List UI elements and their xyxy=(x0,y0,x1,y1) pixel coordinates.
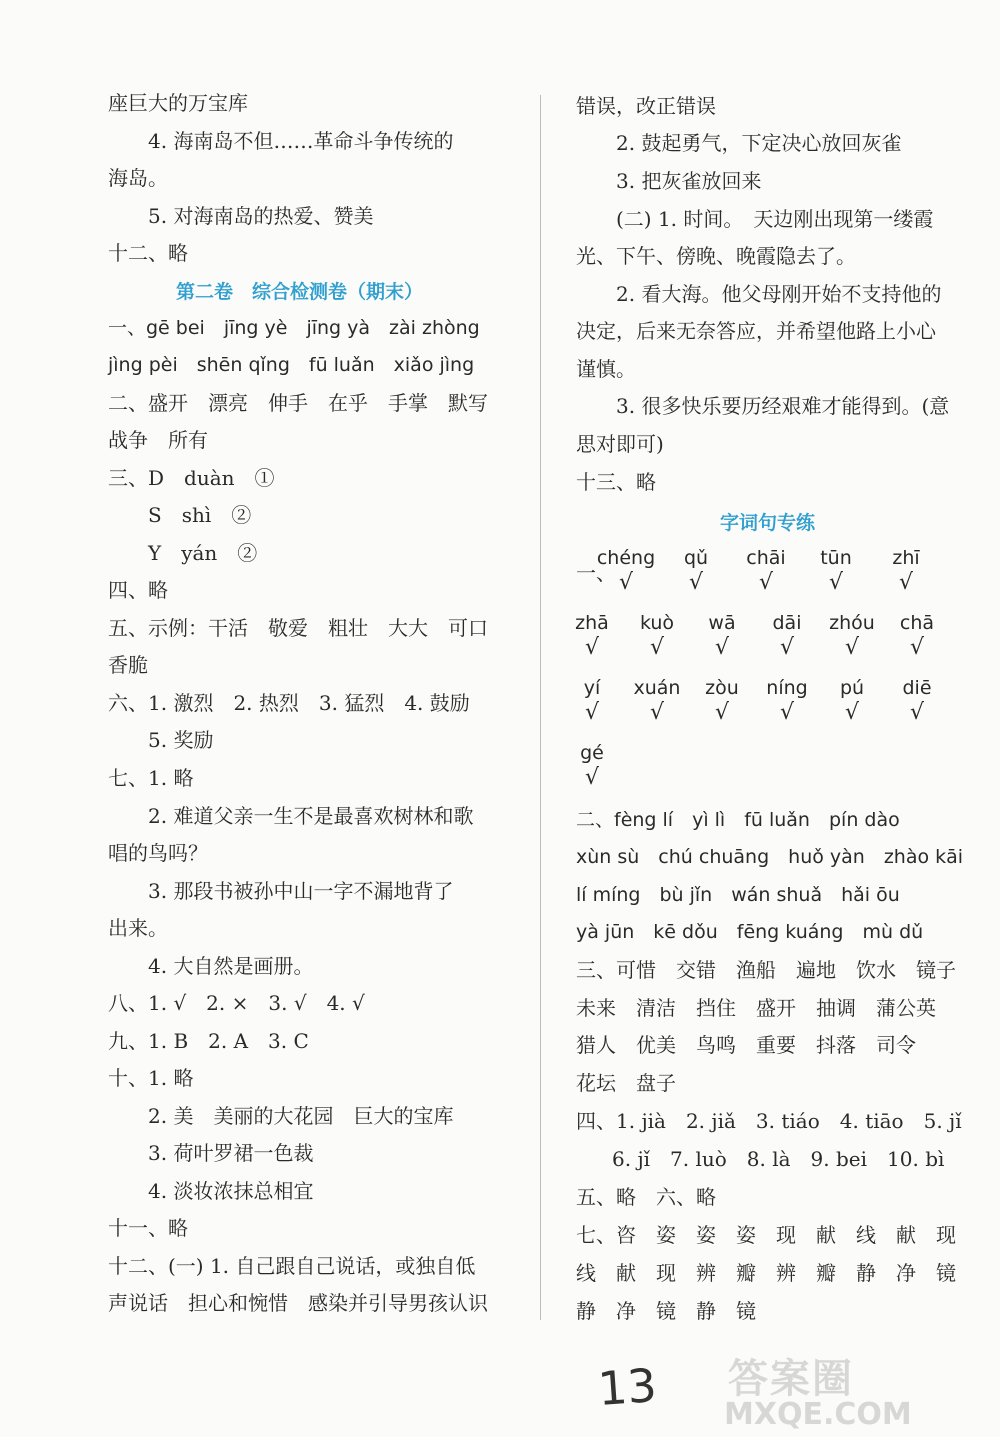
answer-line: 座巨大的万宝库 xyxy=(108,91,248,115)
pinyin-check-cell xyxy=(757,676,817,726)
watermark-url: MXQE.COM xyxy=(724,1397,912,1432)
answer-line: 思对即可) xyxy=(576,432,664,456)
answer-line: 谨慎。 xyxy=(576,357,636,381)
pinyin-text: kuò xyxy=(639,612,675,634)
answer-line: 2. 看大海。他父母刚开始不支持他的 xyxy=(616,282,942,306)
pinyin-text: zòu xyxy=(705,677,739,699)
check-mark: √ xyxy=(779,700,795,725)
answer-line: Y yán ② xyxy=(148,541,258,565)
answer-line: 2. 难道父亲一生不是最喜欢树林和歌 xyxy=(148,804,474,828)
answer-line: lí míng bù jǐn wán shuǎ hǎi ōu xyxy=(576,884,900,906)
check-mark: √ xyxy=(714,700,730,725)
check-mark: √ xyxy=(909,700,925,725)
answer-line: 十一、略 xyxy=(108,1216,188,1240)
pinyin-check-cell xyxy=(562,741,622,791)
check-mark: √ xyxy=(898,570,914,595)
pinyin-check-cell xyxy=(822,611,882,661)
pinyin-text: zhī xyxy=(892,547,920,569)
answer-line: 九、1. B 2. A 3. C xyxy=(108,1029,309,1053)
pinyin-text: gé xyxy=(580,742,604,764)
answer-line: 五、示例：干活 敬爱 粗壮 大大 可口 xyxy=(108,616,488,640)
answer-line: 三、D duàn ① xyxy=(108,466,275,490)
answer-line: 七、1. 略 xyxy=(108,766,194,790)
answer-line: yà jūn kē dǒu fēng kuáng mù dǔ xyxy=(576,921,924,943)
pinyin-text: diē xyxy=(902,677,932,699)
answer-line: 2. 鼓起勇气，下定决心放回灰雀 xyxy=(616,131,902,155)
pinyin-text: chéng xyxy=(596,547,656,569)
answer-line: 决定，后来无奈答应，并希望他路上小心 xyxy=(576,319,936,343)
check-mark: √ xyxy=(649,700,665,725)
answer-line: 3. 把灰雀放回来 xyxy=(616,169,762,193)
answer-line: 战争 所有 xyxy=(108,428,208,452)
pinyin-check-cell xyxy=(596,546,656,596)
answer-line: 三、可惜 交错 渔船 遍地 饮水 镜子 xyxy=(576,958,956,982)
pinyin-check-cell xyxy=(692,676,752,726)
answer-line: 海岛。 xyxy=(108,166,168,190)
answer-line: 二、fèng lí yì lì fū luǎn pín dào xyxy=(576,809,900,831)
pinyin-check-cell xyxy=(736,546,796,596)
answer-line: 5. 奖励 xyxy=(148,728,214,752)
pinyin-text: zhā xyxy=(575,612,609,634)
answer-line: (二) 1. 时间。 天边刚出现第一缕霞 xyxy=(616,207,934,231)
answer-line: 香脆 xyxy=(108,653,148,677)
answer-line: 错误，改正错误 xyxy=(576,94,716,118)
answer-line: 唱的鸟吗？ xyxy=(108,841,208,865)
pinyin-check-row xyxy=(596,546,976,598)
pinyin-check-cell xyxy=(887,611,947,661)
answer-line: 二、盛开 漂亮 伸手 在乎 手掌 默写 xyxy=(108,391,488,415)
check-mark: √ xyxy=(649,635,665,660)
check-mark: √ xyxy=(844,700,860,725)
check-mark: √ xyxy=(618,570,634,595)
check-mark: √ xyxy=(828,570,844,595)
answer-line: 四、1. jià 2. jiǎ 3. tiáo 4. tiāo 5. jǐ xyxy=(576,1109,962,1133)
pinyin-text: tūn xyxy=(820,547,852,569)
section-title-practice: 字词句专练 xyxy=(720,512,816,534)
answer-line: 线 献 现 辨 瓣 辨 瓣 静 净 镜 xyxy=(576,1261,956,1285)
pinyin-text: wā xyxy=(708,612,736,634)
answer-line: 3. 很多快乐要历经艰难才能得到。(意 xyxy=(616,394,950,418)
pinyin-check-cell xyxy=(822,676,882,726)
answer-line: 光、下午、傍晚、晚霞隐去了。 xyxy=(576,244,856,268)
answer-line: 5. 对海南岛的热爱、赞美 xyxy=(148,204,374,228)
pinyin-check-cell xyxy=(627,676,687,726)
check-mark: √ xyxy=(714,635,730,660)
pinyin-check-cell xyxy=(562,676,622,726)
watermark-text: 答案圈 xyxy=(728,1356,854,1402)
answer-line: 十三、略 xyxy=(576,470,656,494)
answer-line: 八、1. √ 2. × 3. √ 4. √ xyxy=(108,991,365,1015)
pinyin-text: pú xyxy=(839,677,865,699)
pinyin-text: chā xyxy=(899,612,935,634)
pinyin-check-row xyxy=(562,741,662,793)
answer-line: 6. jǐ 7. luò 8. là 9. bei 10. bì xyxy=(612,1147,945,1171)
answer-line: 2. 美 美丽的大花园 巨大的宝库 xyxy=(148,1104,454,1128)
pinyin-check-cell xyxy=(887,676,947,726)
pinyin-text: yí xyxy=(583,677,601,699)
pinyin-check-cell xyxy=(876,546,936,596)
check-mark: √ xyxy=(779,635,795,660)
pinyin-check-row xyxy=(562,611,962,663)
pinyin-text: qǔ xyxy=(683,547,709,569)
answer-line: 静 净 镜 静 镜 xyxy=(576,1299,756,1323)
answer-line: 一、gē bei jīng yè jīng yà zài zhòng xyxy=(108,317,480,339)
answer-line: 未来 清洁 挡住 盛开 抽调 蒲公英 xyxy=(576,996,936,1020)
handwritten-page-number: 13 xyxy=(596,1358,659,1416)
answer-line: 花坛 盘子 xyxy=(576,1071,676,1095)
answer-line: 3. 荷叶罗裙一色裁 xyxy=(148,1141,314,1165)
answer-line: 十二、(一) 1. 自己跟自己说话，或独自低 xyxy=(108,1254,476,1278)
check-mark: √ xyxy=(584,765,600,790)
answer-line: 四、略 xyxy=(108,578,168,602)
answer-line: 声说话 担心和惋惜 感染并引导男孩认识 xyxy=(108,1291,488,1315)
pinyin-text: dāi xyxy=(772,612,802,634)
answer-line: 十二、略 xyxy=(108,241,188,265)
question-label: 一、 xyxy=(576,561,616,585)
answer-line: 猎人 优美 鸟鸣 重要 抖落 司令 xyxy=(576,1033,916,1057)
column-divider xyxy=(540,95,541,1320)
answer-line: 4. 大自然是画册。 xyxy=(148,954,314,978)
answer-line: 4. 淡妆浓抹总相宜 xyxy=(148,1179,314,1203)
answer-line: 出来。 xyxy=(108,916,168,940)
answer-line: 五、略 六、略 xyxy=(576,1185,716,1209)
check-mark: √ xyxy=(688,570,704,595)
answer-line: 十、1. 略 xyxy=(108,1066,194,1090)
pinyin-check-cell xyxy=(666,546,726,596)
answer-line: 4. 海南岛不但……革命斗争传统的 xyxy=(148,129,454,153)
pinyin-text: zhóu xyxy=(829,612,875,634)
pinyin-check-cell xyxy=(562,611,622,661)
pinyin-text: xuán xyxy=(633,677,681,699)
answer-line: xùn sù chú chuāng huǒ yàn zhào kāi xyxy=(576,846,964,868)
check-mark: √ xyxy=(909,635,925,660)
section-title-exam: 第二卷 综合检测卷（期末） xyxy=(176,281,424,303)
pinyin-check-cell xyxy=(627,611,687,661)
answer-line: jìng pèi shēn qǐng fū luǎn xiǎo jìng xyxy=(108,354,475,376)
check-mark: √ xyxy=(758,570,774,595)
check-mark: √ xyxy=(844,635,860,660)
check-mark: √ xyxy=(584,700,600,725)
pinyin-check-cell xyxy=(757,611,817,661)
answer-line: 3. 那段书被孙中山一字不漏地背了 xyxy=(148,879,454,903)
pinyin-text: chāi xyxy=(746,547,786,569)
pinyin-text: níng xyxy=(766,677,808,699)
pinyin-check-row xyxy=(562,676,962,728)
check-mark: √ xyxy=(584,635,600,660)
pinyin-check-cell xyxy=(692,611,752,661)
answer-line: S shì ② xyxy=(148,503,252,527)
answer-line: 七、咨 姿 姿 姿 现 献 线 献 现 xyxy=(576,1223,956,1247)
pinyin-check-cell xyxy=(806,546,866,596)
watermark-logo xyxy=(724,1345,994,1435)
answer-line: 六、1. 激烈 2. 热烈 3. 猛烈 4. 鼓励 xyxy=(108,691,470,715)
